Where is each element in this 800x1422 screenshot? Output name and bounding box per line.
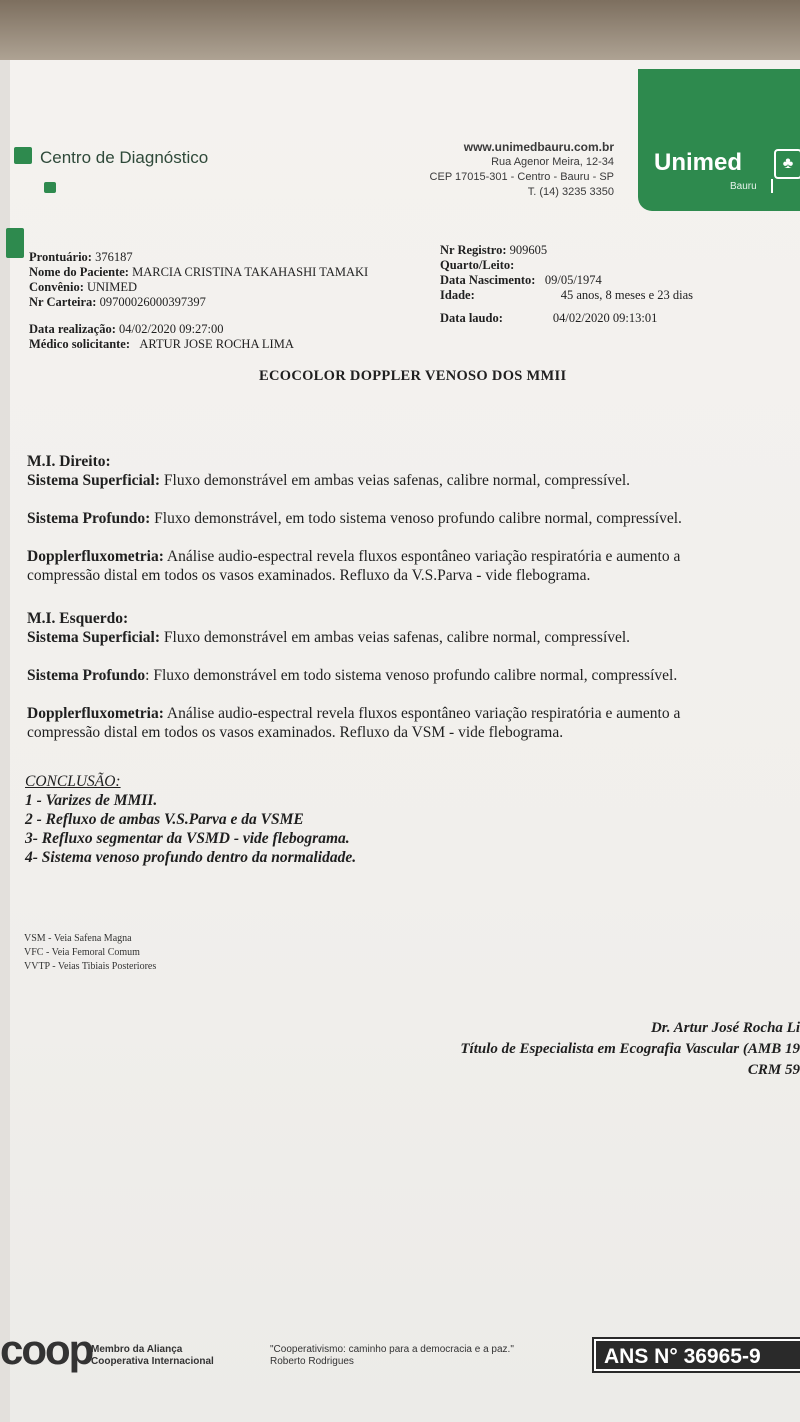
right-profundo-label: Sistema Profundo: — [27, 510, 151, 527]
coop-membership — [91, 1344, 214, 1368]
quarto-label: Quarto/Leito: — [440, 258, 515, 272]
conclusion-heading: CONCLUSÃO: — [25, 773, 121, 790]
data-laudo-value: 04/02/2020 09:13:01 — [552, 311, 658, 325]
conclusion-section — [25, 772, 356, 867]
left-profundo-text: : Fluxo demonstrável em todo sistema venoso profundo calibre normal, compressível. — [145, 667, 678, 684]
prontuario-label: Prontuário: — [29, 250, 92, 264]
idade-value: 45 anos, 8 meses e 23 dias — [560, 288, 694, 302]
coop-line1: Membro da Aliança — [91, 1344, 183, 1355]
carteira-label: Nr Carteira: — [29, 295, 97, 309]
doctor-name: Dr. Artur José Rocha Li — [650, 1020, 800, 1036]
conclusion-item: 3- Refluxo segmentar da VSMD - vide flebograma. — [25, 830, 350, 847]
idade-label: Idade: — [440, 288, 475, 302]
website-url: www.unimedbauru.com.br — [463, 140, 614, 154]
right-superficial-label: Sistema Superficial: — [27, 472, 161, 489]
phone: T. (14) 3235 3350 — [527, 186, 614, 198]
registro-value: 909605 — [509, 243, 548, 257]
abbreviation-legend — [24, 932, 156, 974]
data-realizacao-value: 04/02/2020 09:27:00 — [119, 322, 224, 336]
legend-item: VFC - Veia Femoral Comum — [24, 947, 140, 958]
convenio-value: UNIMED — [87, 280, 137, 294]
unimed-logo — [638, 69, 800, 211]
left-superficial-text: Fluxo demonstrável em ambas veias safenas, calibre normal, compressível. — [160, 629, 631, 646]
legend-item: VVTP - Veias Tibiais Posteriores — [24, 961, 157, 972]
right-limb-section — [27, 452, 682, 585]
right-doppler-line2: compressão distal em todos os vasos examinados. Refluxo da V.S.Parva - vide flebograma. — [27, 567, 591, 584]
left-limb-section — [27, 609, 680, 742]
patient-name-value: MARCIA CRISTINA TAKAHASHI TAMAKI — [132, 265, 369, 279]
page-edge — [0, 60, 10, 1422]
right-profundo-text: Fluxo demonstrável, em todo sistema venoso profundo calibre normal, compressível. — [150, 510, 682, 527]
coop-logo: coop — [0, 1326, 93, 1373]
ans-registration: ANS N° 36965-9 — [592, 1337, 800, 1373]
left-doppler-label: Dopplerfluxometria: — [27, 705, 164, 722]
right-doppler-label: Dopplerfluxometria: — [27, 548, 164, 565]
nascimento-value: 09/05/1974 — [544, 273, 602, 287]
nascimento-label: Data Nascimento: — [440, 273, 536, 287]
coop-line2: Cooperativa Internacional — [91, 1356, 214, 1367]
signature-block — [460, 1018, 800, 1081]
address: Rua Agenor Meira, 12-34 — [491, 156, 614, 168]
left-superficial-label: Sistema Superficial: — [27, 629, 161, 646]
footer-quote — [270, 1344, 514, 1368]
unimed-logo-name: Unimed — [654, 149, 743, 176]
data-laudo-label: Data laudo: — [440, 311, 503, 325]
doctor-crm: CRM 59 — [747, 1062, 800, 1078]
right-limb-heading: M.I. Direito: — [27, 453, 111, 470]
data-realizacao-label: Data realização: — [29, 322, 116, 336]
patient-info-left — [29, 250, 368, 352]
contact-block — [392, 140, 614, 200]
medico-label: Médico solicitante: — [29, 337, 131, 351]
left-doppler-line1: Análise audio-espectral revela fluxos espontâneo variação respiratória e aumento a — [163, 705, 681, 722]
quote-author: Roberto Rodrigues — [270, 1356, 354, 1367]
right-superficial-text: Fluxo demonstrável em ambas veias safenas, calibre normal, compressível. — [160, 472, 631, 489]
right-doppler-line1: Análise audio-espectral revela fluxos espontâneo variação respiratória e aumento a — [163, 548, 681, 565]
medico-value: ARTUR JOSE ROCHA LIMA — [139, 337, 294, 351]
legend-item: VSM - Veia Safena Magna — [24, 933, 132, 944]
brand-name: Centro de Diagnóstico — [40, 148, 209, 167]
cep: CEP 17015-301 - Centro - Bauru - SP — [429, 171, 614, 183]
left-profundo-label: Sistema Profundo — [27, 667, 146, 684]
patient-name-label: Nome do Paciente: — [29, 265, 129, 279]
conclusion-item: 4- Sistema venoso profundo dentro da normalidade. — [25, 849, 357, 866]
doctor-title: Título de Especialista em Ecografia Vascular (AMB 19 — [460, 1041, 800, 1057]
report-title: ECOCOLOR DOPPLER VENOSO DOS MMII — [259, 368, 567, 384]
left-limb-heading: M.I. Esquerdo: — [27, 610, 129, 627]
unimed-logo-city: Bauru — [730, 181, 757, 192]
conclusion-item: 1 - Varizes de MMII. — [25, 792, 158, 809]
prontuario-value: 376187 — [95, 250, 133, 264]
convenio-label: Convênio: — [29, 280, 84, 294]
registro-label: Nr Registro: — [440, 243, 507, 257]
carteira-value: 09700026000397397 — [99, 295, 206, 309]
conclusion-item: 2 - Refluxo de ambas V.S.Parva e da VSME — [25, 811, 304, 828]
left-doppler-line2: compressão distal em todos os vasos examinados. Refluxo da VSM - vide flebograma. — [27, 724, 564, 741]
unimed-tree-icon: ♣ — [774, 149, 800, 179]
quote-text: "Cooperativismo: caminho para a democracia e a paz." — [270, 1344, 514, 1355]
patient-info-right — [440, 243, 693, 326]
